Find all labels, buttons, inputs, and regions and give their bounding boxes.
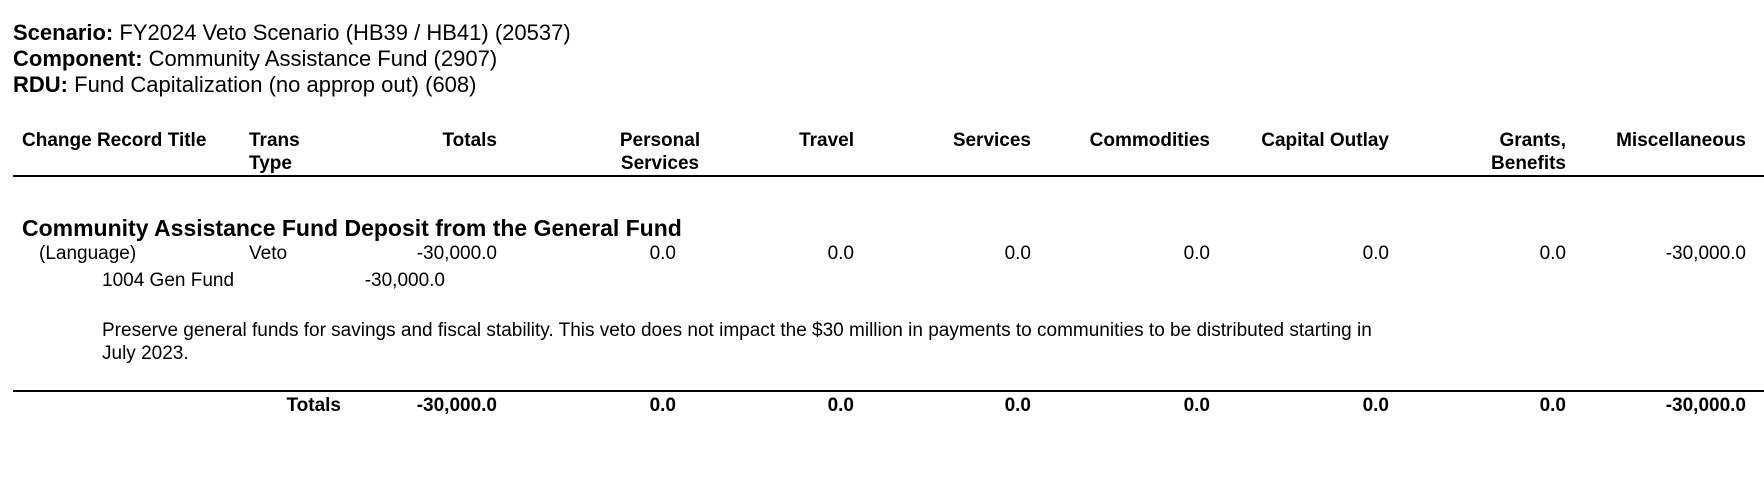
component-value: Community Assistance Fund (2907): [148, 46, 498, 71]
col-trans-type-line1: Trans: [249, 130, 300, 151]
col-miscellaneous: Miscellaneous: [1616, 130, 1746, 151]
record-subtitle: (Language): [39, 243, 137, 264]
totals-commodities: 0.0: [1183, 395, 1210, 416]
scenario-label: Scenario:: [13, 20, 114, 45]
col-commodities: Commodities: [1089, 130, 1210, 151]
totals-divider: [13, 390, 1764, 392]
scenario-value: FY2024 Veto Scenario (HB39 / HB41) (20537): [119, 20, 571, 45]
totals-totals: -30,000.0: [416, 395, 497, 416]
record-miscellaneous: -30,000.0: [1665, 243, 1746, 264]
col-services: Services: [952, 130, 1031, 151]
rdu-label: RDU:: [13, 72, 68, 97]
col-grants-benefits-line1: Grants,: [1499, 130, 1566, 151]
col-travel: Travel: [799, 130, 854, 151]
col-change-record-title: Change Record Title: [22, 130, 207, 151]
totals-travel: 0.0: [827, 395, 854, 416]
scenario-line: [13, 20, 571, 46]
header-divider: [13, 175, 1764, 177]
col-grants-benefits-line2: Benefits: [1491, 153, 1566, 174]
component-line: [13, 46, 497, 72]
col-personal-services-line2: Services: [620, 153, 700, 174]
col-trans-type-line2: Type: [249, 153, 292, 174]
record-totals: -30,000.0: [416, 243, 497, 264]
record-travel: 0.0: [827, 243, 854, 264]
record-trans-type: Veto: [249, 243, 288, 264]
totals-personal-services: 0.0: [649, 395, 676, 416]
record-services: 0.0: [1004, 243, 1031, 264]
totals-services: 0.0: [1004, 395, 1031, 416]
rdu-value: Fund Capitalization (no approp out) (608): [74, 72, 477, 97]
rdu-line: [13, 72, 476, 98]
totals-miscellaneous: -30,000.0: [1665, 395, 1746, 416]
col-capital-outlay: Capital Outlay: [1261, 130, 1389, 151]
record-capital-outlay: 0.0: [1362, 243, 1389, 264]
col-grants-benefits: [1420, 129, 1566, 175]
fund-source: 1004 Gen Fund: [102, 270, 235, 291]
col-trans-type: [249, 129, 300, 175]
record-note: [102, 319, 1552, 365]
totals-grants-benefits: 0.0: [1539, 395, 1566, 416]
record-grants-benefits: 0.0: [1539, 243, 1566, 264]
totals-capital-outlay: 0.0: [1362, 395, 1389, 416]
record-title: Community Assistance Fund Deposit from the General Fund: [22, 215, 682, 241]
record-personal-services: 0.0: [649, 243, 676, 264]
col-personal-services-line1: Personal: [619, 130, 701, 151]
record-commodities: 0.0: [1183, 243, 1210, 264]
record-note-line1: Preserve general funds for savings and fiscal stability. This veto does not impact the $30 million in payments to communities to be distributed starting in: [102, 320, 1372, 341]
col-totals: Totals: [442, 130, 497, 151]
record-note-line2: July 2023.: [102, 343, 189, 364]
totals-label: Totals: [286, 395, 341, 416]
fund-amount: -30,000.0: [364, 270, 445, 291]
component-label: Component:: [13, 46, 143, 71]
